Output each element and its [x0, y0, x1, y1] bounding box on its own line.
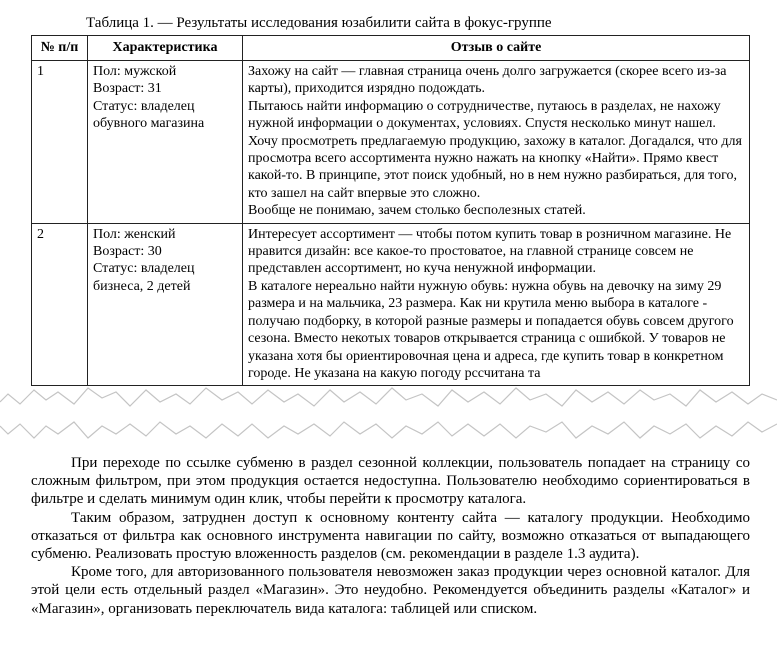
review-paragraph: Пытаюсь найти информацию о сотрудничестве, путаюсь в разделах, не нахожу нужной информации о документах, условиях. Спустя несколько минут нашел. — [248, 98, 721, 132]
review-paragraph: Хочу просмотреть предлагаемую продукцию, захожу в каталог. Догадался, что для просмотра всего ассортимента нужно нажать на кнопку «Найти». Прямо квест какой-то. В принципе, этот поиск удобный, но в нем нужно разбираться, для того, кто зашел на сайт впервые это сложно. — [248, 133, 742, 201]
row-number: 1 — [32, 61, 88, 224]
review-paragraph: Интересует ассортимент — чтобы потом купить товар в розничном магазине. Не нравится дизайн: все какое-то простоватое, на главной странице совсем не представлен ассортимент, но куча ненужной информации. — [248, 226, 732, 277]
characteristic-cell — [88, 61, 243, 224]
body-text — [31, 454, 750, 618]
characteristic-line: Пол: мужской — [93, 64, 177, 79]
header-review: Отзыв о сайте — [243, 36, 750, 61]
row-number: 2 — [32, 223, 88, 386]
torn-page-divider — [0, 380, 777, 450]
table-caption: Таблица 1. — Результаты исследования юзабилити сайта в фокус-группе — [86, 15, 552, 31]
characteristic-line: Пол: женский — [93, 226, 176, 242]
usability-table — [31, 35, 750, 386]
characteristic-line: Возраст: 30 — [93, 244, 162, 260]
characteristic-line: Статус: владелец бизнеса, 2 детей — [93, 261, 195, 294]
body-paragraph: Кроме того, для авторизованного пользователя невозможен заказ продукции через основной каталог. Для этой цели есть отдельный раздел «Магазин». Это неудобно. Рекомендуется объединить разделы «Каталог» и «Магазин», организовать переключатель вида каталога: таблицей или списком. — [31, 564, 750, 617]
header-number: № п/п — [32, 36, 88, 61]
body-paragraph: Таким образом, затруднен доступ к основному контенту сайта — каталогу продукции. Необходимо отказаться от фильтра как основного инструмента навигации по сайту, возможно отказаться от выпадающего субменю. Реализовать простую вложенность разделов (см. рекомендации в разделе 1.3 аудита). — [31, 509, 750, 563]
table-row — [32, 61, 750, 224]
table-header-row — [32, 36, 750, 61]
characteristic-cell — [88, 223, 243, 386]
review-paragraph: Вообще не понимаю, зачем столько бесполезных статей. — [248, 203, 586, 219]
body-paragraph: При переходе по ссылке субменю в раздел сезонной коллекции, пользователь попадает на страницу со сложным фильтром, при этом продукция остается недоступна. Пользователю необходимо сориентироваться в фильтре и сделать минимум один клик, чтобы перейти к просмотру каталога. — [31, 455, 750, 508]
review-cell — [243, 61, 750, 224]
review-cell — [243, 223, 750, 386]
table-row — [32, 223, 750, 386]
characteristic-line: Возраст: 31 — [93, 81, 162, 97]
characteristic-line: Статус: владелец обувного магазина — [93, 98, 205, 132]
review-paragraph: В каталоге нереально найти нужную обувь: нужна обувь на девочку на зиму 29 размера и на мальчика, 23 размера. Как ни крутила меню выбора в каталоге - получаю подборку, в которой разные размеры и попадается обувь совсем другого сезона. Вместо некотых товаров открывается страница с ошибкой. У товаров не указана хотя бы ориентировочная цена и адреса, где купить товар в конкретном городе. Не указана на какую погоду рссчитана та — [248, 278, 734, 381]
header-characteristic: Характеристика — [88, 36, 243, 61]
review-paragraph: Захожу на сайт — главная страница очень долго загружается (скорее всего из-за карты), приходится изрядно подождать. — [248, 64, 727, 97]
